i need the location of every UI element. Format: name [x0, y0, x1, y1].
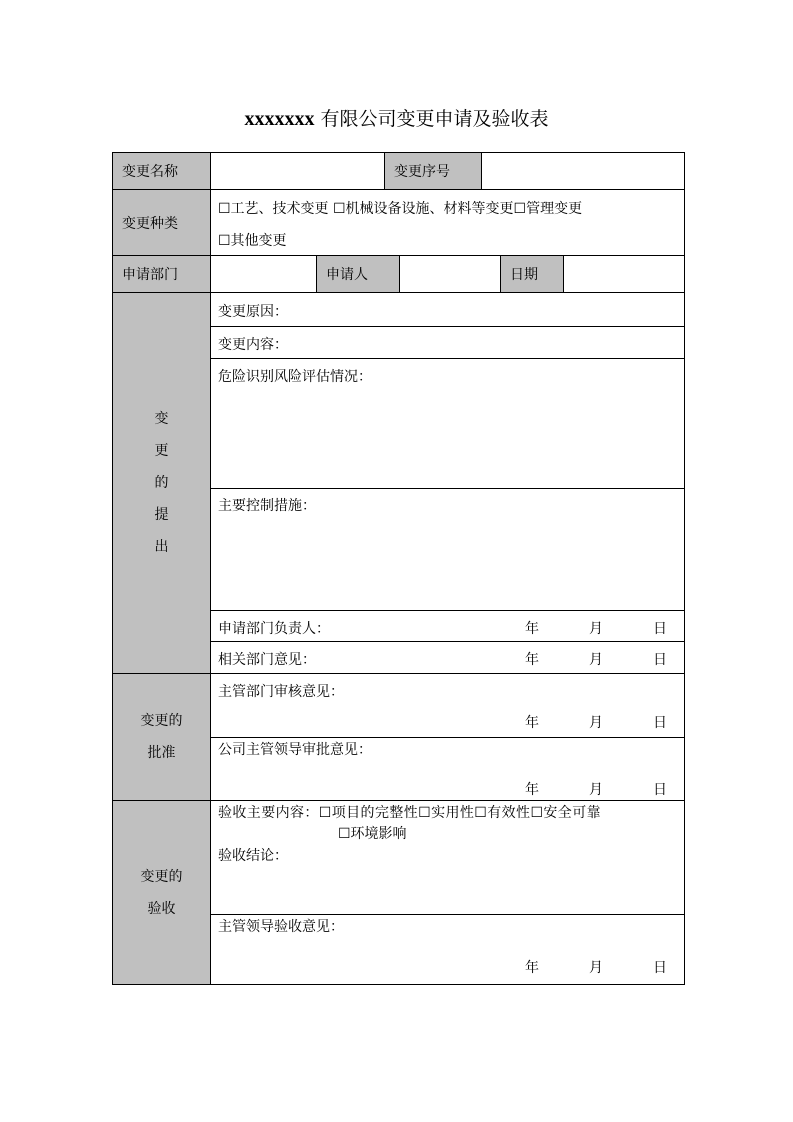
- month-label: 月: [589, 782, 603, 798]
- change-type-options-1[interactable]: ☐工艺、技术变更 ☐机械设备设施、材料等变更☐管理变更: [218, 201, 583, 217]
- label-char: 变: [154, 411, 169, 427]
- proposal-section-label: [112, 292, 211, 674]
- applicant-field[interactable]: [399, 255, 501, 293]
- change-type-label: 变更种类: [112, 189, 211, 256]
- dept-field[interactable]: [210, 255, 317, 293]
- change-type-options-2[interactable]: ☐其他变更: [218, 233, 287, 249]
- month-label: 月: [589, 715, 603, 731]
- year-label: 年: [525, 652, 539, 668]
- dept-review-label: 主管部门审核意见：: [218, 684, 344, 700]
- change-seq-field[interactable]: [481, 152, 685, 190]
- title-prefix: xxxxxxx: [244, 108, 315, 130]
- title-main: 有限公司变更申请及验收表: [320, 108, 549, 130]
- month-label: 月: [589, 621, 603, 637]
- leader-opinion-label: 主管领导验收意见：: [218, 919, 344, 935]
- related-opinion-label: 相关部门意见：: [218, 652, 316, 668]
- label-line: 变更的: [140, 713, 183, 729]
- approval-section-label: [112, 673, 211, 801]
- day-label: 日: [653, 652, 667, 668]
- year-label: 年: [525, 782, 539, 798]
- month-label: 月: [589, 652, 603, 668]
- control-measures-label: 主要控制措施：: [218, 498, 316, 514]
- month-label: 月: [589, 960, 603, 976]
- change-content-label: 变更内容：: [218, 337, 288, 353]
- page-title: [0, 104, 793, 131]
- acceptance-options-1[interactable]: 验收主要内容：☐项目的完整性☐实用性☐有效性☐安全可靠: [218, 805, 602, 821]
- acceptance-options-2[interactable]: ☐环境影响: [338, 826, 407, 842]
- year-label: 年: [525, 715, 539, 731]
- applicant-label: 申请人: [316, 255, 400, 293]
- label-char: 更: [154, 443, 169, 459]
- label-line: 验收: [147, 900, 176, 917]
- year-label: 年: [525, 621, 539, 637]
- change-name-field[interactable]: [210, 152, 385, 190]
- acceptance-section-label: [112, 800, 211, 985]
- label-char: 提: [154, 507, 169, 523]
- change-seq-label: 变更序号: [384, 152, 482, 190]
- dept-head-label: 申请部门负责人：: [218, 621, 330, 637]
- date-field[interactable]: [563, 255, 685, 293]
- label-line: 变更的: [140, 868, 183, 885]
- day-label: 日: [653, 960, 667, 976]
- company-approval-label: 公司主管领导审批意见：: [218, 742, 372, 758]
- day-label: 日: [653, 715, 667, 731]
- day-label: 日: [653, 621, 667, 637]
- day-label: 日: [653, 782, 667, 798]
- risk-assessment-label: 危险识别风险评估情况：: [218, 369, 372, 385]
- change-name-label: 变更名称: [112, 152, 211, 190]
- label-char: 出: [154, 539, 169, 555]
- change-reason-label: 变更原因：: [218, 304, 288, 320]
- date-label: 日期: [500, 255, 564, 293]
- label-line: 批准: [147, 745, 176, 761]
- label-char: 的: [154, 475, 169, 491]
- year-label: 年: [525, 960, 539, 976]
- acceptance-conclusion-label: 验收结论：: [218, 848, 288, 864]
- dept-label: 申请部门: [112, 255, 211, 293]
